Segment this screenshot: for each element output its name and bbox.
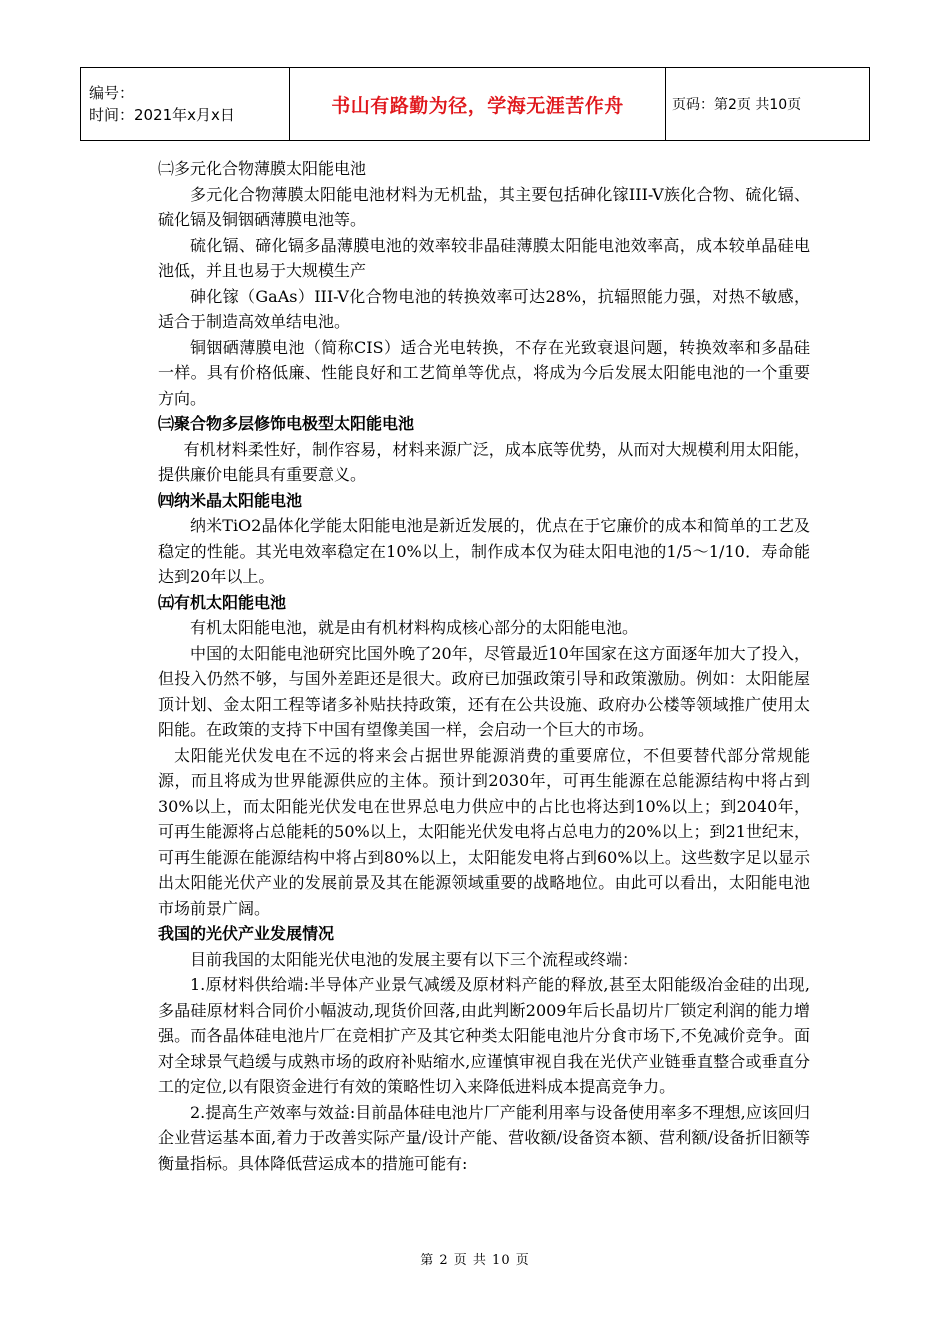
paragraph: 有机材料柔性好，制作容易，材料来源广泛，成本底等优势，从而对大规模利用太阳能，提供廉价电能具有重要意义。 xyxy=(158,439,810,484)
paragraph: 多元化合物薄膜太阳能电池材料为无机盐，其主要包括砷化镓III-V族化合物、硫化镉、硫化镉及铜铟硒薄膜电池等。 xyxy=(158,184,810,229)
section-heading: ㈢聚合物多层修饰电极型太阳能电池 xyxy=(158,414,415,433)
section-heading: ㈤有机太阳能电池 xyxy=(158,592,287,612)
paragraph: 纳米TiO2晶体化学能太阳能电池是新近发展的，优点在于它廉价的成本和简单的工艺及稳定的性能。其光电效率稳定在10%以上，制作成本仅为硅太阳电池的1/5～1/10．寿命能达到20年以上。 xyxy=(158,516,810,586)
paragraph: 中国的太阳能电池研究比国外晚了20年，尽管最近10年国家在这方面逐年加大了投入，但投入仍然不够，与国外差距还是很大。政府已加强政策引导和政策激励。例如：太阳能屋顶计划、金太阳工程等诸多补贴扶持政策，还有在公共设施、政府办公楼等领域推广使用太阳能。在政策的支持下中国有望像美国一样，会启动一个巨大的市场。 xyxy=(158,643,810,739)
paragraph: 有机太阳能电池，就是由有机材料构成核心部分的太阳能电池。 xyxy=(190,618,639,637)
paragraph: 目前我国的太阳能光伏电池的发展主要有以下三个流程或终端： xyxy=(190,949,639,969)
paragraph: 2.提高生产效率与效益:目前晶体硅电池片厂产能利用率与设备使用率多不理想,应该回归企业营运基本面,着力于改善实际产量/设计产能、营收额/设备资本额、营利额/设备折旧额等衡量指标。具体降低营运成本的措施可能有: xyxy=(158,1102,810,1173)
section-heading: ㈡多元化合物薄膜太阳能电池 xyxy=(158,159,367,178)
page-header xyxy=(80,67,870,141)
paragraph: 砷化镓（GaAs）III-V化合物电池的转换效率可达28%，抗辐照能力强，对热不敏感，适合于制造高效单结电池。 xyxy=(158,286,810,331)
time-label: 时间：2021年x月x日 xyxy=(89,106,235,124)
header-motto: 书山有路勤为径，学海无涯苦作舟 xyxy=(290,68,666,141)
paragraph: 铜铟硒薄膜电池（简称CIS）适合光电转换，不存在光致衰退问题，转换效率和多晶硅一样。具有价格低廉、性能良好和工艺简单等优点，将成为今后发展太阳能电池的一个重要方向。 xyxy=(158,337,810,408)
page-footer: 第 2 页 共 10 页 xyxy=(420,1253,530,1268)
header-page-info: 页码：第2页 共10页 xyxy=(666,68,870,141)
document-body xyxy=(158,156,810,1176)
paragraph: 太阳能光伏发电在不远的将来会占据世界能源消费的重要席位，不但要替代部分常规能源，而且将成为世界能源供应的主体。预计到2030年，可再生能源在总能源结构中将占到30%以上，而太阳能光伏发电在世界总电力供应中的占比也将达到10%以上；到2040年，可再生能源将占总能耗的50%以上，太阳能光伏发电将占总电力的20%以上；到21世纪末，可再生能源在能源结构中将占到80%以上，太阳能发电将占到60%以上。这些数字足以显示出太阳能光伏产业的发展前景及其在能源领域重要的战略地位。由此可以看出，太阳能电池市场前景广阔。 xyxy=(158,745,810,918)
header-meta xyxy=(81,68,290,141)
serial-label: 编号： xyxy=(89,84,135,102)
paragraph: 硫化镉、碲化镉多晶薄膜电池的效率较非晶硅薄膜太阳能电池效率高，成本较单晶硅电池低，并且也易于大规模生产 xyxy=(158,235,810,280)
section-heading: ㈣纳米晶太阳能电池 xyxy=(158,490,303,510)
section-heading: 我国的光伏产业发展情况 xyxy=(158,924,335,943)
paragraph: 1.原材料供给端:半导体产业景气减缓及原材料产能的释放,甚至太阳能级冶金硅的出现,多晶硅原材料合同价小幅波动,现货价回落,由此判断2009年后长晶切片厂锁定利润的能力增强。而各晶体硅电池片厂在竞相扩产及其它种类太阳能电池片分食市场下,不免减价竞争。面对全球景气趋缓与成熟市场的政府补贴缩水,应谨慎审视自我在光伏产业链垂直整合或垂直分工的定位,以有限资金进行有效的策略性切入来降低进料成本提高竞争力。 xyxy=(158,975,810,1096)
